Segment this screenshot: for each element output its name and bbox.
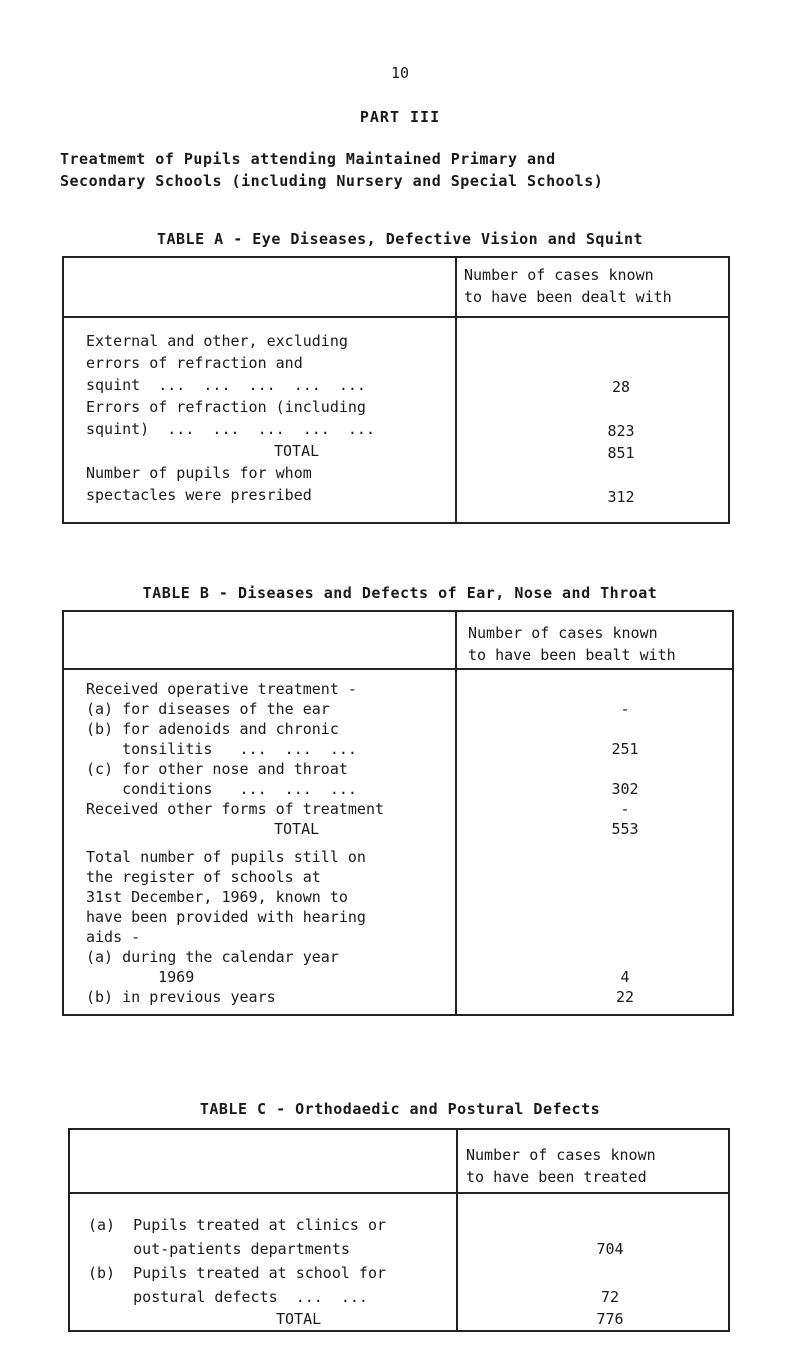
row-label: (a) Pupils treated at clinics or (88, 1216, 387, 1234)
main-heading (60, 148, 760, 192)
row-label: out-patients departments (88, 1240, 350, 1258)
table-b-divider (455, 612, 457, 1014)
row-label: Errors of refraction (including (86, 398, 366, 416)
value-cell: 72 (600, 1288, 620, 1306)
table-c-title: TABLE C - Orthodaedic and Postural Defects (199, 1100, 601, 1118)
value-cell: 823 (607, 422, 635, 440)
row-label: Received operative treatment - (86, 680, 357, 698)
value-cell: 312 (607, 488, 635, 506)
total-label: TOTAL (274, 442, 320, 460)
value-cell: - (620, 700, 630, 718)
table-c-divider (456, 1130, 458, 1330)
table-b-title: TABLE B - Diseases and Defects of Ear, Nose and Throat (142, 584, 658, 602)
row-label: postural defects ... ... (88, 1288, 368, 1306)
heading-line: Treatmemt of Pupils attending Maintained Primary and (60, 150, 556, 168)
value-cell: 4 (620, 968, 630, 986)
total-label: TOTAL (274, 820, 320, 838)
row-label: Received other forms of treatment (86, 800, 385, 818)
header-line: Number of cases known (464, 266, 654, 284)
value-cell: 776 (596, 1310, 624, 1328)
table-c-header-rule (70, 1192, 728, 1194)
heading-line: Secondary Schools (including Nursery and Special Schools) (60, 172, 604, 190)
row-label: (c) for other nose and throat (86, 760, 348, 778)
total-label: TOTAL (276, 1310, 322, 1328)
row-label: Total number of pupils still on (86, 848, 366, 866)
table-c-col-header (466, 1144, 656, 1188)
row-label: the register of schools at (86, 868, 321, 886)
table-a (62, 256, 730, 524)
row-label: (a) for diseases of the ear (86, 700, 330, 718)
row-label: (b) Pupils treated at school for (88, 1264, 387, 1282)
value-cell: 851 (607, 444, 635, 462)
value-cell: 28 (611, 378, 631, 396)
value-cell: 553 (611, 820, 639, 838)
header-line: Number of cases known (468, 624, 658, 642)
row-label: have been provided with hearing (86, 908, 366, 926)
table-b-col-header (468, 622, 676, 666)
row-label: tonsilitis ... ... ... (86, 740, 357, 758)
row-label: squint ... ... ... ... ... (86, 376, 366, 394)
row-label: Number of pupils for whom (86, 464, 312, 482)
row-label: errors of refraction and (86, 354, 303, 372)
row-label: (a) during the calendar year (86, 948, 339, 966)
table-a-col-header (464, 264, 672, 308)
header-line: Number of cases known (466, 1146, 656, 1164)
table-a-title: TABLE A - Eye Diseases, Defective Vision and Squint (156, 230, 644, 248)
table-c (68, 1128, 730, 1332)
row-label: aids - (86, 928, 141, 946)
value-cell: 251 (611, 740, 639, 758)
row-label: External and other, excluding (86, 332, 348, 350)
value-cell: - (620, 800, 630, 818)
header-line: to have been treated (466, 1168, 647, 1186)
header-line: to have been dealt with (464, 288, 672, 306)
table-b-header-rule (64, 668, 732, 670)
table-b (62, 610, 734, 1016)
value-cell: 704 (596, 1240, 624, 1258)
table-a-header-rule (64, 316, 728, 318)
table-a-divider (455, 258, 457, 522)
page-number: 10 (390, 64, 410, 82)
row-label: conditions ... ... ... (86, 780, 357, 798)
part-title: PART III (359, 108, 441, 126)
row-label: 1969 (122, 968, 195, 986)
row-label: 31st December, 1969, known to (86, 888, 348, 906)
value-cell: 22 (615, 988, 635, 1006)
row-label: spectacles were presribed (86, 486, 312, 504)
row-label: (b) for adenoids and chronic (86, 720, 339, 738)
header-line: to have been bealt with (468, 646, 676, 664)
value-cell: 302 (611, 780, 639, 798)
row-label: (b) in previous years (86, 988, 276, 1006)
row-label: squint) ... ... ... ... ... (86, 420, 375, 438)
